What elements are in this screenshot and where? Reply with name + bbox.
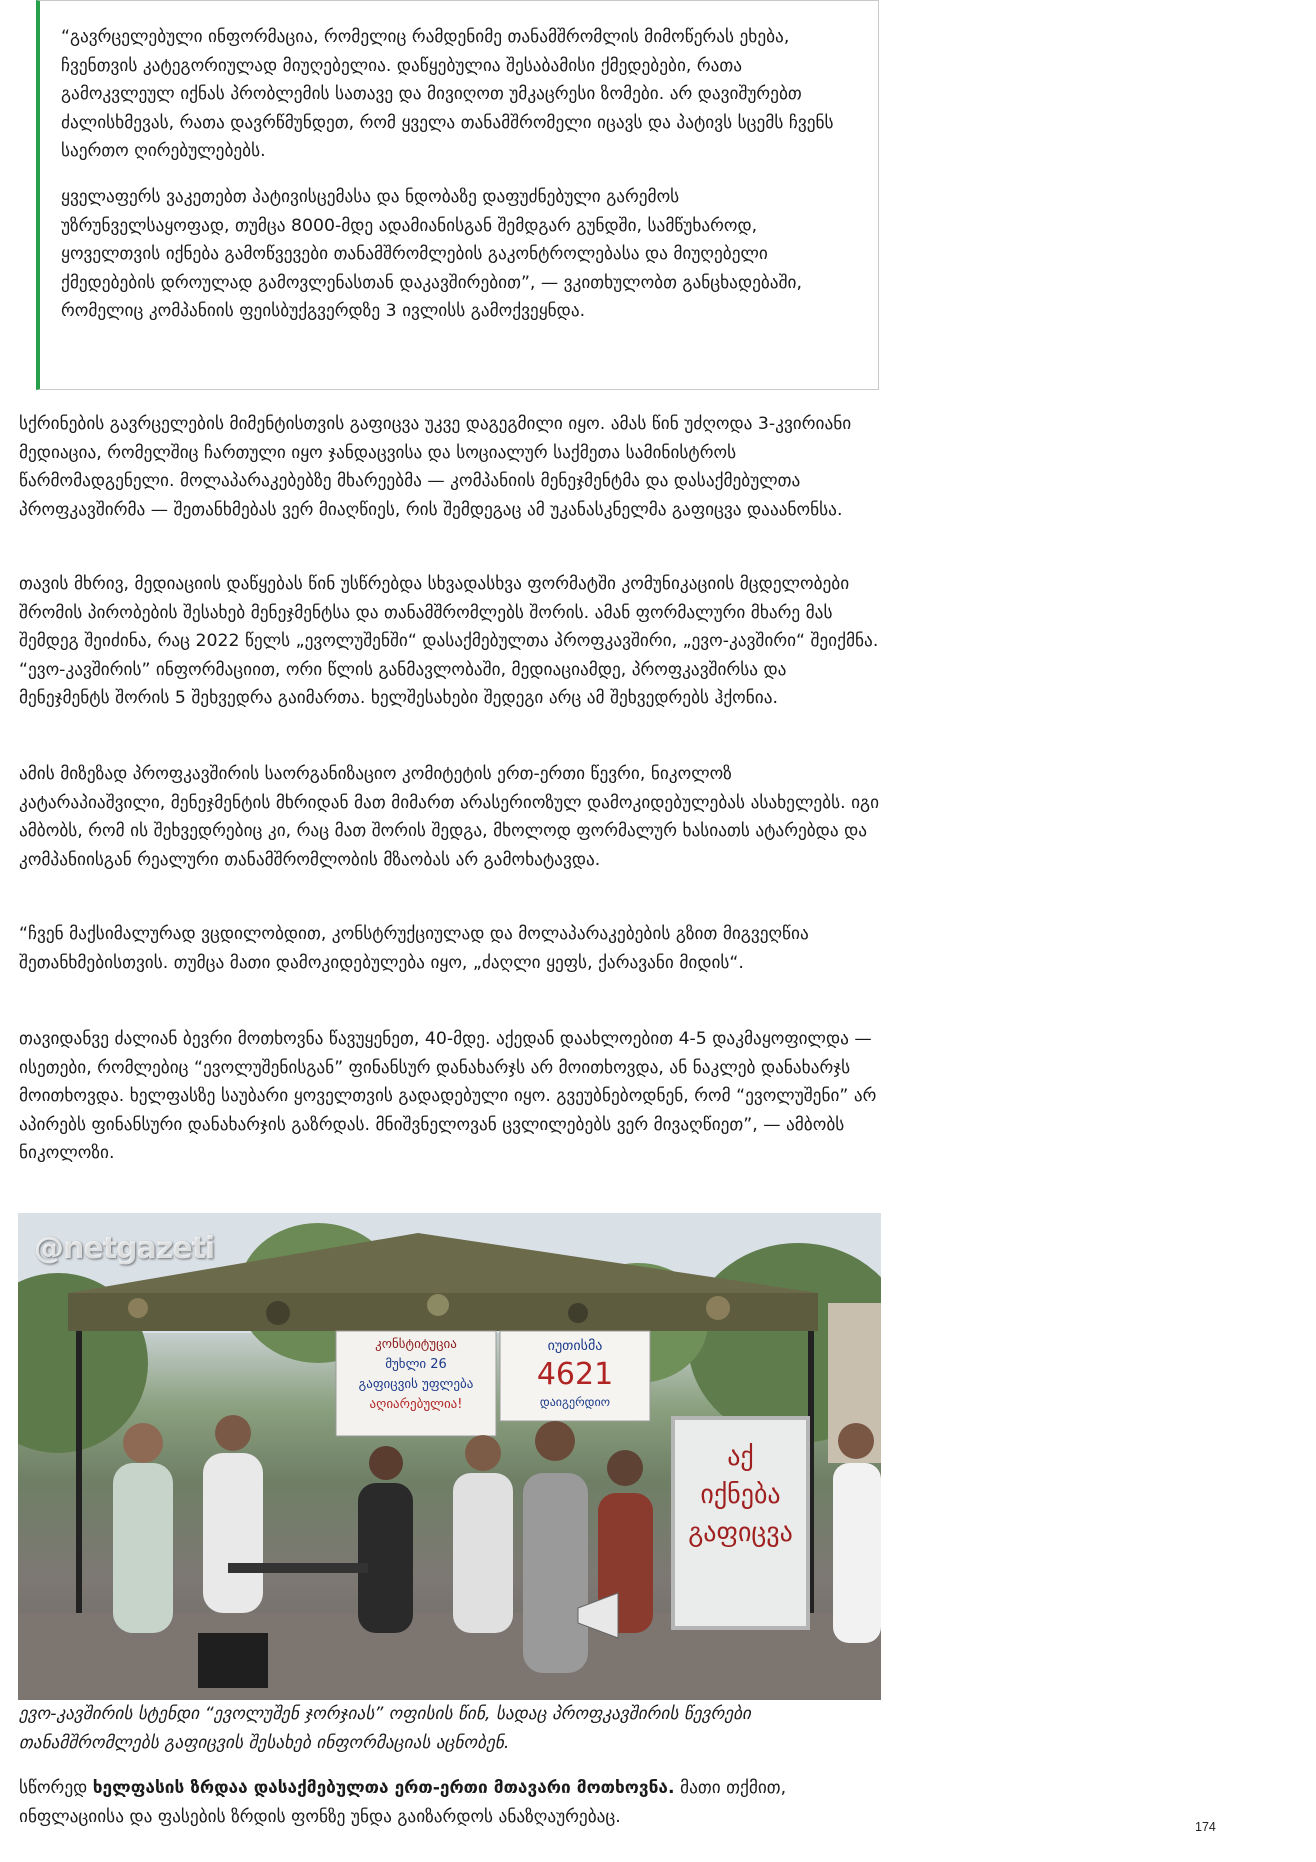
quote-paragraph: “გავრცელებული ინფორმაცია, რომელიც რამდენიმე თანამშრომლის მიმოწერას ეხება, ჩვენთვის კატეგორიულად მიუღებელია. დაწყებულია შესაბამისი ქმედებები, რათა გამოკვლეულ იქნას პრობლემის სათავე და მივიღოთ უმკაცრესი ზომები. არ დავიშურებთ ძალისხმევას, რათა დავრწმუნდეთ, რომ ყველა თანამშრომელი იცავს და პატივს სცემს ჩვენს საერთო ღირებულებებს. [61, 27, 834, 162]
article-paragraph-1: სქრინების გავრცელების მიმენტისთვის გაფიცვა უკვე დაგეგმილი იყო. ამას წინ უძღოდა 3-კვირიანი მედიაცია, რომელშიც ჩართული იყო ჯანდაცვისა და სოციალურ საქმეთა სამინისტროს წარმომადგენელი. მოლაპარაკებებზე მხარეებმა — კომპანიის მენეჯმენტმა და დასაქმებულთა პროფკავშირმა — შეთანხმებას ვერ მიაღწიეს, რის შემდეგაც ამ უკანასკნელმა გაფიცვა დააანონსა. [19, 414, 852, 520]
sign-middle: იუთისმა 4621 დაიგერდიო [536, 1338, 614, 1409]
photo-caption: ევო-კავშირის სტენდი “ევოლუშენ ჯორჯიას” ოფისის წინ, სადაც პროფკავშირის წევრები თანამშრომლებს გაფიცვის შესახებ ინფორმაციას აცნობენ. [19, 1704, 752, 1753]
p6-prefix: სწორედ [19, 1778, 93, 1798]
protest-stand-photo [18, 1213, 881, 1700]
blockquote [36, 0, 879, 390]
page-number: 174 [1195, 1820, 1216, 1834]
whiteboard-sign: აქ იქნება გაფიცვა [688, 1442, 793, 1548]
article-paragraph-5: თავიდანვე ძალიან ბევრი მოთხოვნა წავუყენეთ, 40-მდე. აქედან დაახლოებით 4-5 დაკმაყოფილდა — ისეთები, რომლებიც “ევოლუშენისგან” ფინანსურ დანახარჯს არ მოითხოვდა, ან ნაკლებ დანახარჯს მოითხოვდა. ხელფასზე საუბარი ყოველთვის გადადებული იყო. გვეუბნებოდნენ, რომ “ევოლუშენი” არ აპირებს ფინანსური დანახარჯის გაზრდას. მნიშვნელოვან ცვლილებებს ვერ მივაღწიეთ”, — ამბობს ნიკოლოზი. [19, 1029, 877, 1163]
p6-suffix: მათი თქმით, ინფლაციისა და ფასების ზრდის ფონზე უნდა გაიზარდოს ანაზღაურებაც. [19, 1778, 787, 1827]
article-paragraph-2: თავის მხრივ, მედიაციის დაწყებას წინ უსწრებდა სხვადასხვა ფორმატში კომუნიკაციის მცდელობები შრომის პირობების შესახებ მენეჯმენტსა და თანამშრომლებს შორის. ამან ფორმალური მხარე მას შემდეგ შეიძინა, რაც 2022 წელს „ევოლუშენში“ დასაქმებულთა პროფკავშირი, „ევო-კავშირი“ შეიქმნა. “ევო-კავშირის” ინფორმაციით, ორი წლის განმავლობაში, მედიაციამდე, პროფკავშირსა და მენეჯმენტს შორის 5 შეხვედრა გაიმართა. ხელშესახები შედეგი არც ამ შეხვედრებს ჰქონია. [19, 574, 879, 708]
article-paragraph-6 [19, 1774, 881, 1831]
p6-bold: ხელფასის ზრდაა დასაქმებულთა ერთ-ერთი მთავარი მოთხოვნა. [92, 1778, 675, 1798]
quote-paragraph: ყველაფერს ვაკეთებთ პატივისცემასა და ნდობაზე დაფუძნებული გარემოს უზრუნველსაყოფად, თუმცა 8000-მდე ადამიანისგან შემდგარ გუნდში, სამწუხაროდ, ყოველთვის იქნება გამოწვევები თანამშრომლების გაკონტროლებასა და მიუღებელი ქმედებების დროულად გამოვლენასთან დაკავშირებით”, — ვკითხულობთ განცხადებაში, რომელიც კომპანიის ფეისბუქგვერდზე 3 ივლისს გამოქვეყნდა. [61, 186, 802, 322]
sign-left: კონსტიტუცია მუხლი 26 გაფიცვის უფლება აღიარებულია! [358, 1337, 474, 1412]
article-paragraph-4: “ჩვენ მაქსიმალურად ვცდილობდით, კონსტრუქციულად და მოლაპარაკებების გზით მიგვეღწია შეთანხმებისთვის. თუმცა მათი დამოკიდებულება იყო, „ძაღლი ყეფს, ქარავანი მიდის“. [19, 924, 809, 973]
article-paragraph-3: ამის მიზეზად პროფკავშირის საორგანიზაციო კომიტეტის ერთ-ერთი წევრი, ნიკოლოზ კატარაპიაშვილი, მენეჯმენტის მხრიდან მათ მიმართ არასერიოზულ დამოკიდებულებას ასახელებს. იგი ამბობს, რომ ის შეხვედრებიც კი, რაც მათ შორის შედგა, მხოლოდ ფორმალურ ხასიათს ატარებდა და კომპანიისგან რეალური თანამშრომლობის მზაობას არ გამოხატავდა. [19, 764, 880, 870]
watermark: @netgazeti [34, 1231, 215, 1266]
